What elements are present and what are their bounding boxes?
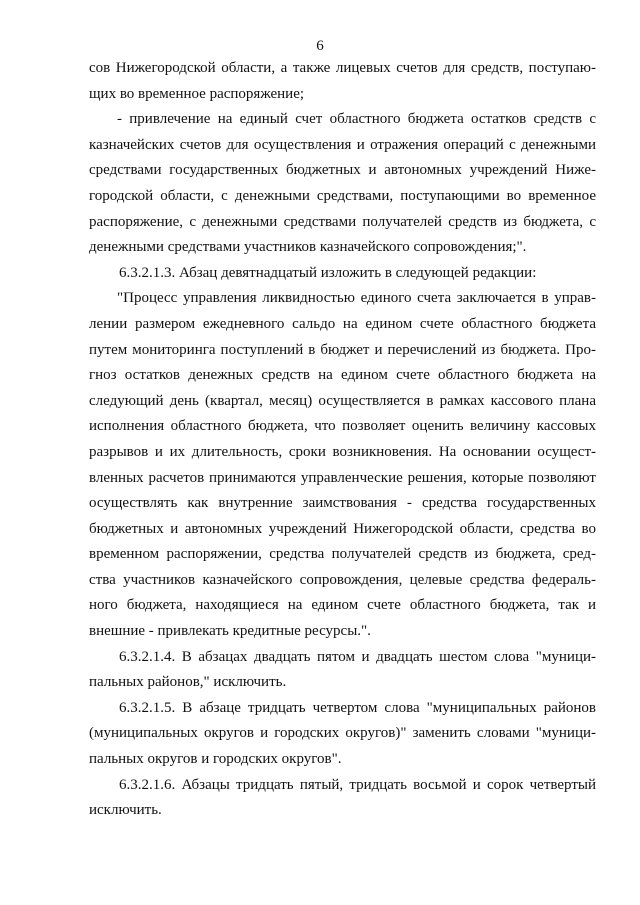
text-line: 6.3.2.1.3. Абзац девятнадцатый изложить в следующей редакции: (119, 264, 537, 281)
text-line: пальных районов," исключить. (89, 674, 287, 691)
text-line: гноз остатков денежных средств на едином счете областного бюджета на (89, 367, 596, 384)
text-line: временном распоряжении, средства получателей средств из бюджета, сред- (89, 546, 596, 563)
text-line: бюджетных и автономных учреждений Нижегородской области, средства во (89, 520, 596, 537)
text-line: казначейских счетов для осуществления и отражения операций с денежными (89, 136, 596, 153)
text-line: "Процесс управления ликвидностью единого счета заключается в управ- (117, 290, 596, 307)
text-line: ного бюджета, находящиеся на едином счете областного бюджета, так и (89, 597, 596, 614)
text-line: распоряжение, с денежными средствами получателей средств из бюджета, с (89, 213, 596, 230)
paragraph (89, 773, 596, 824)
paragraph (89, 696, 596, 773)
text-line: сов Нижегородской области, а также лицевых счетов для средств, поступаю- (89, 60, 596, 76)
text-line: 6.3.2.1.5. В абзаце тридцать четвертом слова "муниципальных районов (119, 699, 596, 716)
text-line: исключить. (89, 802, 162, 819)
text-line: (муниципальных округов и городских округов)" заменить словами "муници- (89, 725, 596, 742)
text-line: денежными средствами участников казначейского сопровождения;". (89, 239, 527, 256)
text-line: путем мониторинга поступлений в бюджет и перечислений из бюджета. Про- (89, 341, 596, 358)
text-line: следующий день (квартал, месяц) осуществляется в рамках кассового плана (89, 392, 596, 409)
text-line: 6.3.2.1.4. В абзацах двадцать пятом и двадцать шестом слова "муници- (119, 648, 596, 665)
text-line: городской области, с денежными средствами, поступающими во временное (89, 187, 596, 204)
page-number: 6 (316, 38, 324, 54)
text-line: исполнения областного бюджета, что позволяет оценить величину кассовых (89, 418, 596, 435)
paragraph (89, 645, 596, 696)
paragraph (89, 107, 596, 261)
text-line: 6.3.2.1.6. Абзацы тридцать пятый, тридцать восьмой и сорок четвертый (119, 776, 596, 793)
document-body (89, 56, 596, 824)
text-line: - привлечение на единый счет областного бюджета остатков средств с (117, 111, 596, 128)
paragraph (89, 286, 596, 644)
text-line: пальных округов и городских округов". (89, 751, 342, 768)
paragraph (89, 261, 596, 287)
text-line: разрывов и их длительность, сроки возникновения. На основании осущест- (89, 443, 596, 460)
paragraph (89, 56, 596, 107)
text-line: осуществлять как внутренние заимствования - средства государственных (89, 495, 596, 512)
text-line: внешние - привлекать кредитные ресурсы.". (89, 623, 371, 640)
text-line: средствами государственных бюджетных и автономных учреждений Ниже- (89, 162, 596, 179)
text-line: лении размером ежедневного сальдо на едином счете областного бюджета (89, 315, 596, 332)
text-line: вленных расчетов принимаются управленческие решения, которые позволяют (89, 469, 596, 486)
text-line: ства участников казначейского сопровождения, целевые средства федераль- (89, 571, 596, 588)
text-line: щих во временное распоряжение; (89, 85, 305, 102)
